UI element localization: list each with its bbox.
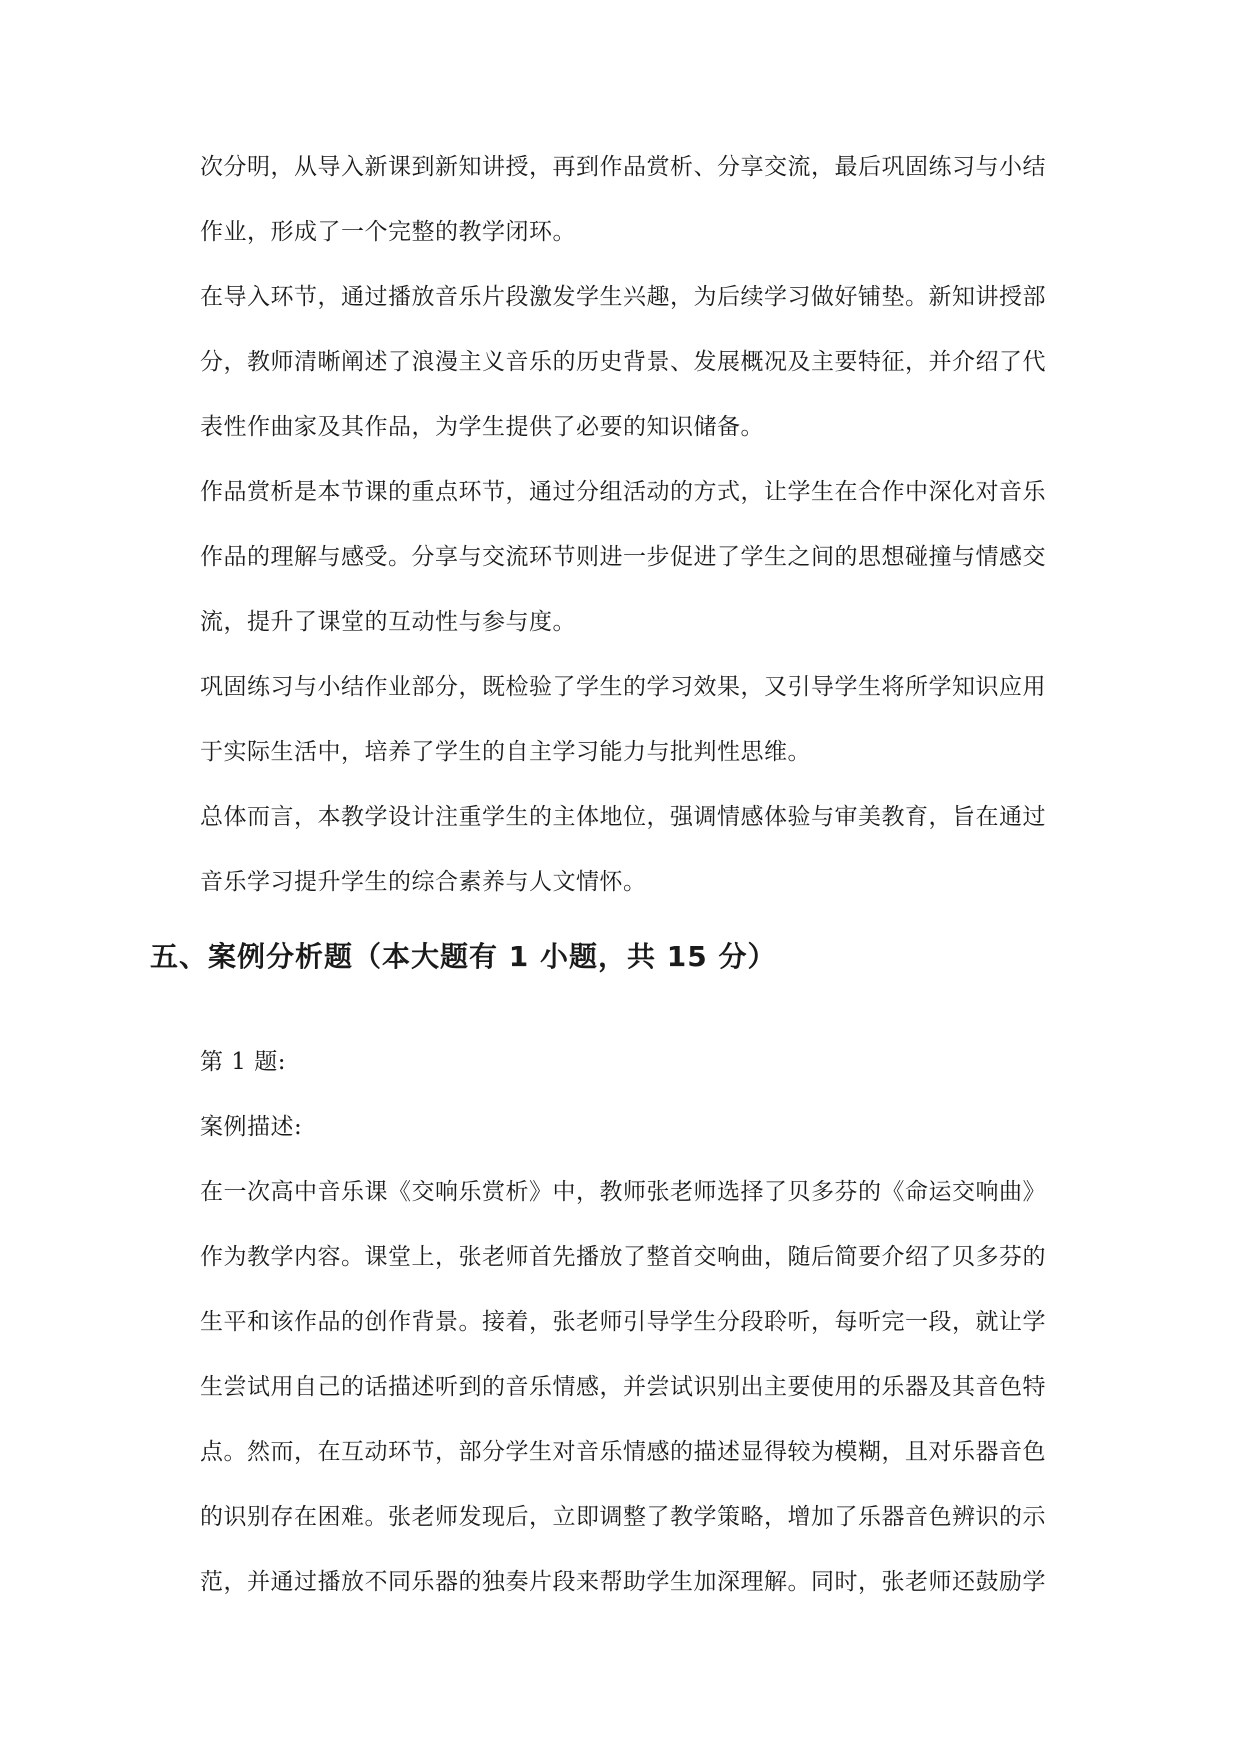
text-line: 音乐学习提升学生的综合素养与人文情怀。 [200, 869, 647, 895]
text-line: 作为教学内容。课堂上，张老师首先播放了整首交响曲，随后简要介绍了贝多芬的 [200, 1244, 1046, 1270]
text-line: 作业，形成了一个完整的教学闭环。 [200, 219, 576, 245]
text-line: 在导入环节，通过播放音乐片段激发学生兴趣，为后续学习做好铺垫。新知讲授部 [200, 284, 1046, 310]
text-line: 巩固练习与小结作业部分，既检验了学生的学习效果，又引导学生将所学知识应用 [200, 674, 1046, 700]
text-line: 生平和该作品的创作背景。接着，张老师引导学生分段聆听，每听完一段，就让学 [200, 1309, 1046, 1335]
text-line: 次分明，从导入新课到新知讲授，再到作品赏析、分享交流，最后巩固练习与小结 [200, 154, 1046, 180]
text-line: 范，并通过播放不同乐器的独奏片段来帮助学生加深理解。同时，张老师还鼓励学 [200, 1569, 1046, 1595]
text-line: 总体而言，本教学设计注重学生的主体地位，强调情感体验与审美教育，旨在通过 [200, 804, 1046, 830]
text-line: 在一次高中音乐课《交响乐赏析》中，教师张老师选择了贝多芬的《命运交响曲》 [200, 1179, 1046, 1205]
question-number: 第 1 题: [200, 1049, 287, 1075]
text-line: 分，教师清晰阐述了浪漫主义音乐的历史背景、发展概况及主要特征，并介绍了代 [200, 349, 1046, 375]
case-text-block [200, 1030, 1090, 1615]
text-line: 生尝试用自己的话描述听到的音乐情感，并尝试识别出主要使用的乐器及其音色特 [200, 1374, 1046, 1400]
text-line: 作品赏析是本节课的重点环节，通过分组活动的方式，让学生在合作中深化对音乐 [200, 479, 1046, 505]
answer-text-block [200, 135, 1090, 915]
text-line: 作品的理解与感受。分享与交流环节则进一步促进了学生之间的思想碰撞与情感交 [200, 544, 1046, 570]
text-line: 的识别存在困难。张老师发现后，立即调整了教学策略，增加了乐器音色辨识的示 [200, 1504, 1046, 1530]
text-line: 点。然而，在互动环节，部分学生对音乐情感的描述显得较为模糊，且对乐器音色 [200, 1439, 1046, 1465]
text-line: 流，提升了课堂的互动性与参与度。 [200, 609, 576, 635]
text-line: 表性作曲家及其作品，为学生提供了必要的知识储备。 [200, 414, 764, 440]
text-line: 于实际生活中，培养了学生的自主学习能力与批判性思维。 [200, 739, 811, 765]
case-label: 案例描述: [200, 1114, 303, 1140]
section-heading: 五、案例分析题（本大题有 1 小题，共 15 分） [150, 940, 777, 973]
